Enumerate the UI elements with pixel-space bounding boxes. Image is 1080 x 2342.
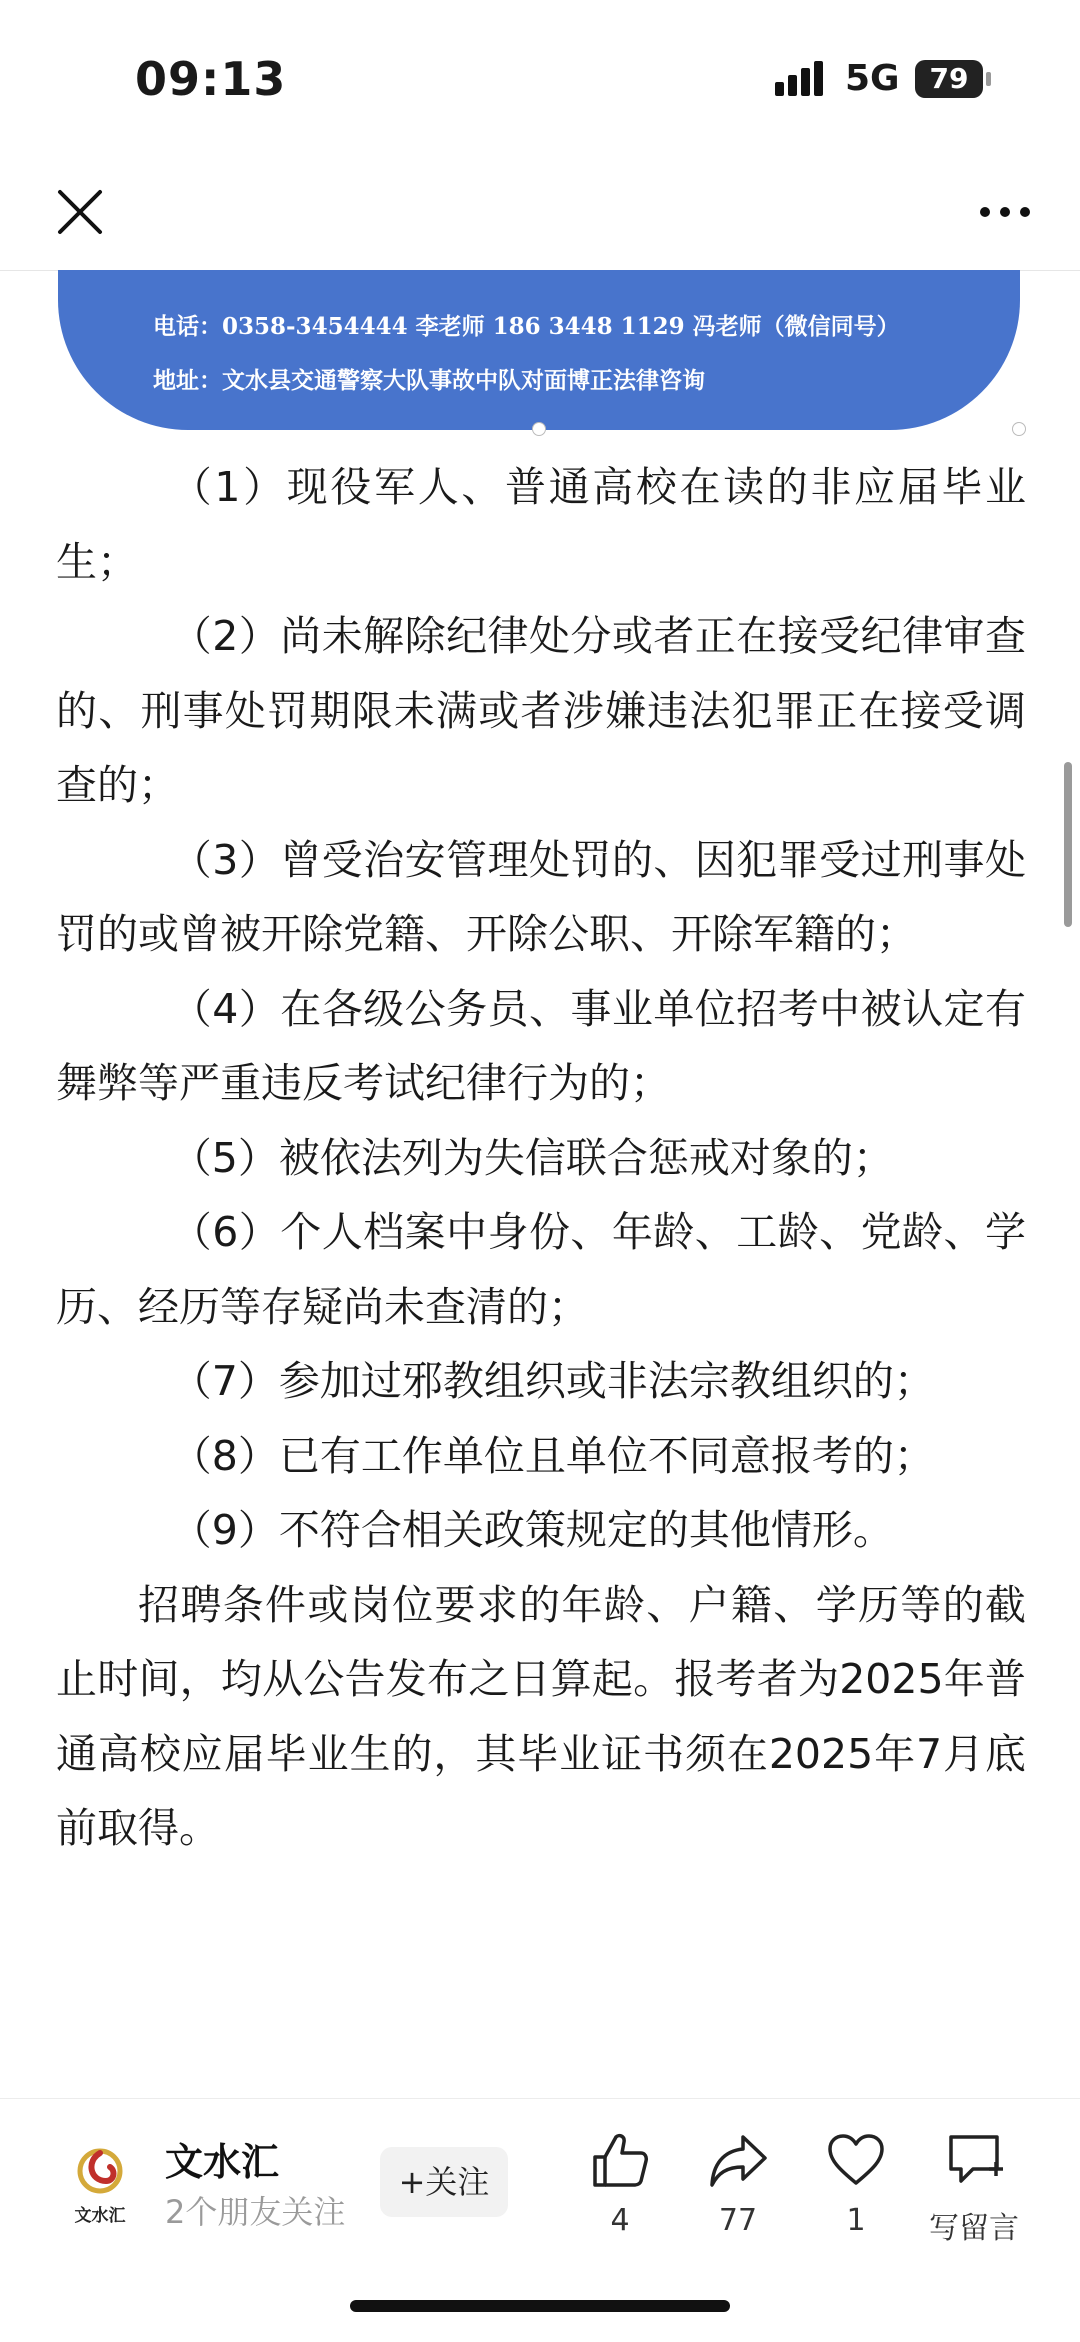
article-paragraph: 招聘条件或岗位要求的年龄、户籍、学历等的截止时间，均从公告发布之日算起。报考者为2025年普通高校应届毕业生的，其毕业证书须在2025年7月底前取得。: [56, 1580, 1026, 1852]
contact-banner-image: [58, 270, 1020, 430]
share-count: 77: [718, 2203, 758, 2238]
signal-icon: [775, 60, 835, 100]
scrollbar[interactable]: [1064, 762, 1072, 927]
banner-address-line: 地址：文水县交通警察大队事故中队对面博正法律咨询: [153, 367, 705, 394]
write-comment-label: 写留言: [929, 2211, 1019, 2246]
article-item: （1）现役军人、普通高校在读的非应届毕业生；: [56, 463, 1026, 586]
account-name[interactable]: 文水汇: [165, 2140, 280, 2184]
article-body: [56, 450, 1026, 1866]
like-button[interactable]: [560, 2129, 680, 2238]
image-resize-handle: [1012, 422, 1026, 436]
status-bar: [0, 0, 1080, 150]
article-item: （6）个人档案中身份、年龄、工龄、党龄、学历、经历等存疑尚未查清的；: [56, 1208, 1026, 1331]
top-nav-bar: [0, 150, 1080, 271]
friends-following-text: 2个朋友关注: [165, 2193, 346, 2231]
article-item: （7）参加过邪教组织或非法宗教组织的；: [170, 1357, 935, 1405]
article-item: （2）尚未解除纪律处分或者正在接受纪律审查的、刑事处罚期限未满或者涉嫌违法犯罪正在接受调查的；: [56, 612, 1026, 809]
article-item: （3）曾受治安管理处罚的、因犯罪受过刑事处罚的或曾被开除党籍、开除公职、开除军籍的；: [56, 835, 1026, 958]
follow-button[interactable]: +关注: [380, 2147, 508, 2217]
share-arrow-icon: [707, 2129, 769, 2191]
comment-icon: [943, 2129, 1005, 2191]
article-item: （8）已有工作单位且单位不同意报考的；: [170, 1431, 935, 1480]
write-comment-button[interactable]: [914, 2129, 1034, 2247]
battery-cap: [986, 72, 991, 86]
heart-icon: [825, 2129, 887, 2191]
battery-icon: 79: [915, 60, 983, 98]
article-item: （9）不符合相关政策规定的其他情形。: [170, 1506, 894, 1554]
article-item: （4）在各级公务员、事业单位招考中被认定有舞弊等严重违反考试纪律行为的；: [56, 984, 1026, 1107]
home-indicator[interactable]: [350, 2300, 730, 2312]
image-resize-handle: [532, 422, 546, 436]
favorite-button[interactable]: [796, 2129, 916, 2238]
share-button[interactable]: [678, 2129, 798, 2238]
account-logo[interactable]: [60, 2141, 140, 2231]
close-icon[interactable]: [50, 182, 110, 242]
thumbs-up-icon: [589, 2129, 651, 2191]
status-time: 09:13: [135, 52, 287, 106]
more-dots-icon[interactable]: [975, 182, 1035, 242]
article-item: （5）被依法列为失信联合惩戒对象的；: [170, 1133, 894, 1182]
like-count: 4: [610, 2203, 630, 2238]
banner-phone-line: 电话：0358-3454444 李老师 186 3448 1129 冯老师（微信同号）: [153, 313, 900, 340]
logo-text: 文水汇: [74, 2206, 126, 2226]
network-type: 5G: [845, 58, 900, 99]
favorite-count: 1: [846, 2203, 866, 2238]
